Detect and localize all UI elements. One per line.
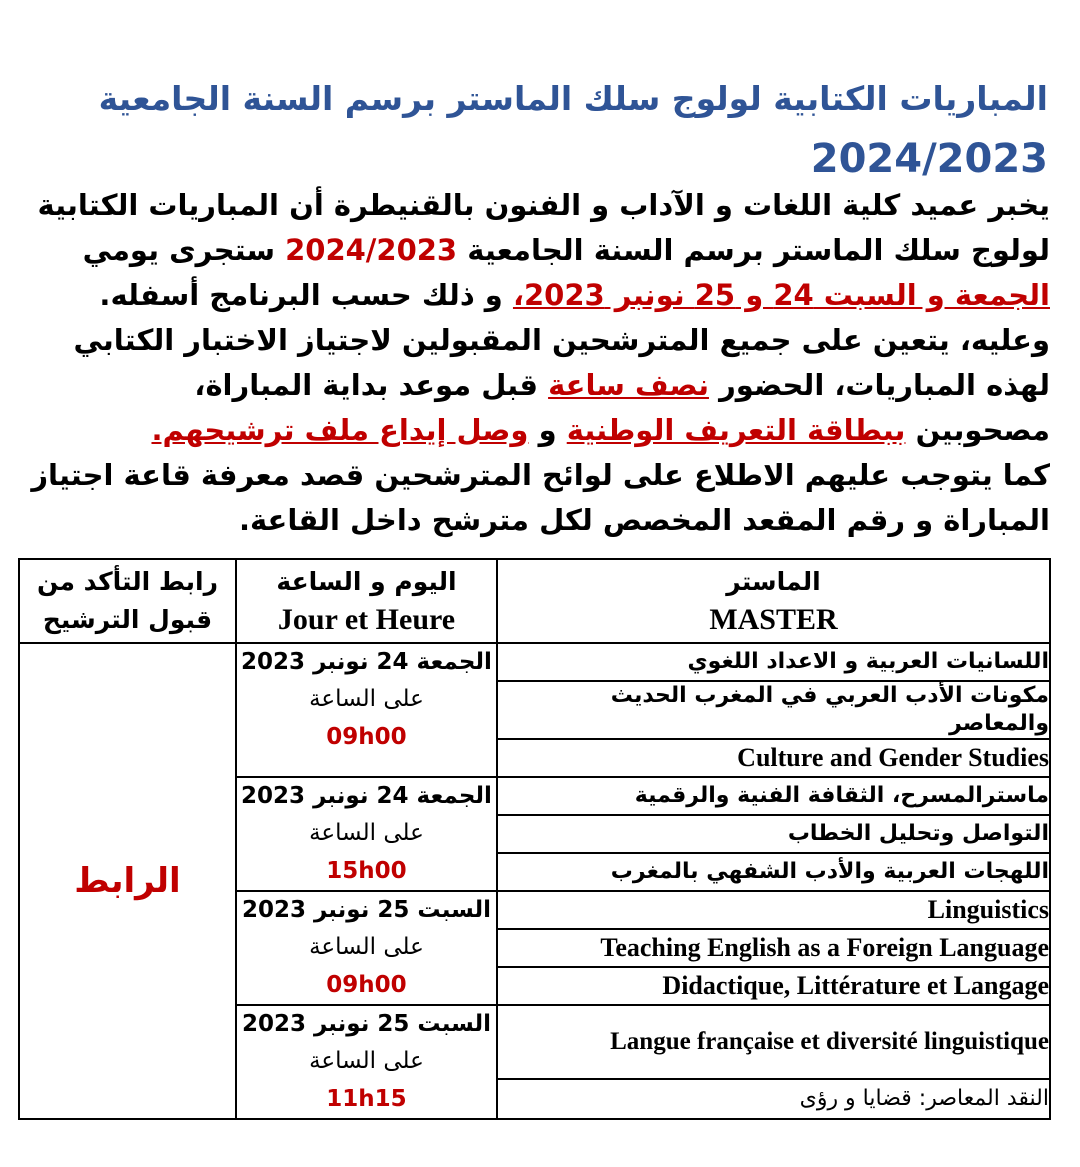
announcement-text-2: ستجرى يومي	[82, 233, 275, 267]
candidacy-link[interactable]: الرابط	[74, 861, 181, 901]
slot-3	[236, 891, 497, 1005]
table-row	[19, 643, 1050, 681]
id-card-note: ببطاقة التعريف الوطنية	[566, 413, 906, 447]
slot-date: الجمعة 24 نونبر 2023	[241, 783, 492, 809]
slot-at: على الساعة	[309, 686, 424, 712]
header-master-ar: الماستر	[726, 567, 821, 596]
slot-at: على الساعة	[309, 934, 424, 960]
exam-dates: الجمعة و السبت 24 و 25 نونبر 2023،	[512, 278, 1050, 312]
announcement-text-5: قبل موعد بداية المباراة،	[194, 368, 538, 402]
table-header-row	[19, 559, 1050, 643]
link-cell[interactable]	[19, 643, 236, 1119]
master-name: اللسانيات العربية و الاعداد اللغوي	[497, 643, 1050, 681]
slot-1	[236, 643, 497, 777]
header-day-fr: Jour et Heure	[277, 603, 456, 636]
master-name: Linguistics	[497, 891, 1050, 929]
master-name: ماسترالمسرح، الثقافة الفنية والرقمية	[497, 777, 1050, 815]
title-year: 2024/2023	[810, 136, 1048, 182]
header-day-time	[236, 559, 497, 643]
master-name: النقد المعاصر: قضايا و رؤى	[497, 1079, 1050, 1119]
master-name: التواصل وتحليل الخطاب	[497, 815, 1050, 853]
receipt-note: وصل إيداع ملف ترشيحهم.	[151, 413, 529, 447]
header-link-label: رابط التأكد من قبول الترشيح	[36, 567, 219, 634]
announcement-text-3: و ذلك حسب البرنامج أسفله.	[99, 278, 503, 312]
slot-date: الجمعة 24 نونبر 2023	[241, 649, 492, 675]
slot-time: 09h00	[326, 724, 407, 750]
master-name: Didactique, Littérature et Langage	[497, 967, 1050, 1005]
master-name: Culture and Gender Studies	[497, 739, 1050, 777]
master-name: مكونات الأدب العربي في المغرب الحديث والمعاصر	[497, 681, 1050, 739]
schedule-table	[18, 558, 1051, 1120]
slot-time: 11h15	[326, 1086, 407, 1112]
header-day-ar: اليوم و الساعة	[276, 567, 457, 596]
slot-time: 15h00	[326, 858, 407, 884]
master-name: Teaching English as a Foreign Language	[497, 929, 1050, 967]
announcement-text-1: يخبر عميد كلية اللغات و الآداب و الفنون بالقنيطرة أن المباريات الكتابية لولوج سلك الماستر برسم السنة الجامعية	[37, 188, 1050, 267]
slot-time: 09h00	[326, 972, 407, 998]
slot-date: السبت 25 نونبر 2023	[241, 897, 492, 923]
slot-2	[236, 777, 497, 891]
master-name: Langue française et diversité linguistique	[497, 1005, 1050, 1079]
slot-date: السبت 25 نونبر 2023	[241, 1011, 492, 1037]
header-master-fr: MASTER	[709, 603, 838, 636]
header-link	[19, 559, 236, 643]
announcement-and: و	[538, 413, 557, 447]
academic-year: 2024/2023	[285, 233, 458, 267]
slot-at: على الساعة	[309, 820, 424, 846]
master-name: اللهجات العربية والأدب الشفهي بالمغرب	[497, 853, 1050, 891]
announcement-text-6: مصحوبين	[915, 413, 1050, 447]
title-line-1: المباريات الكتابية لولوج سلك الماستر برسم السنة الجامعية	[98, 79, 1048, 118]
header-master	[497, 559, 1050, 643]
announcement-text-4: وعليه، يتعين على جميع المترشحين المقبولين لاجتياز الاختبار الكتابي لهذه المباريات، الحضور	[73, 323, 1050, 402]
announcement-paragraph	[20, 183, 1050, 543]
slot-4	[236, 1005, 497, 1119]
half-hour-note: نصف ساعة	[548, 368, 709, 402]
announcement-text-7: كما يتوجب عليهم الاطلاع على لوائح المترشحين قصد معرفة قاعة اجتياز المباراة و رقم المقعد المخصص لكل مترشح داخل القاعة.	[31, 458, 1050, 537]
slot-at: على الساعة	[309, 1048, 424, 1074]
